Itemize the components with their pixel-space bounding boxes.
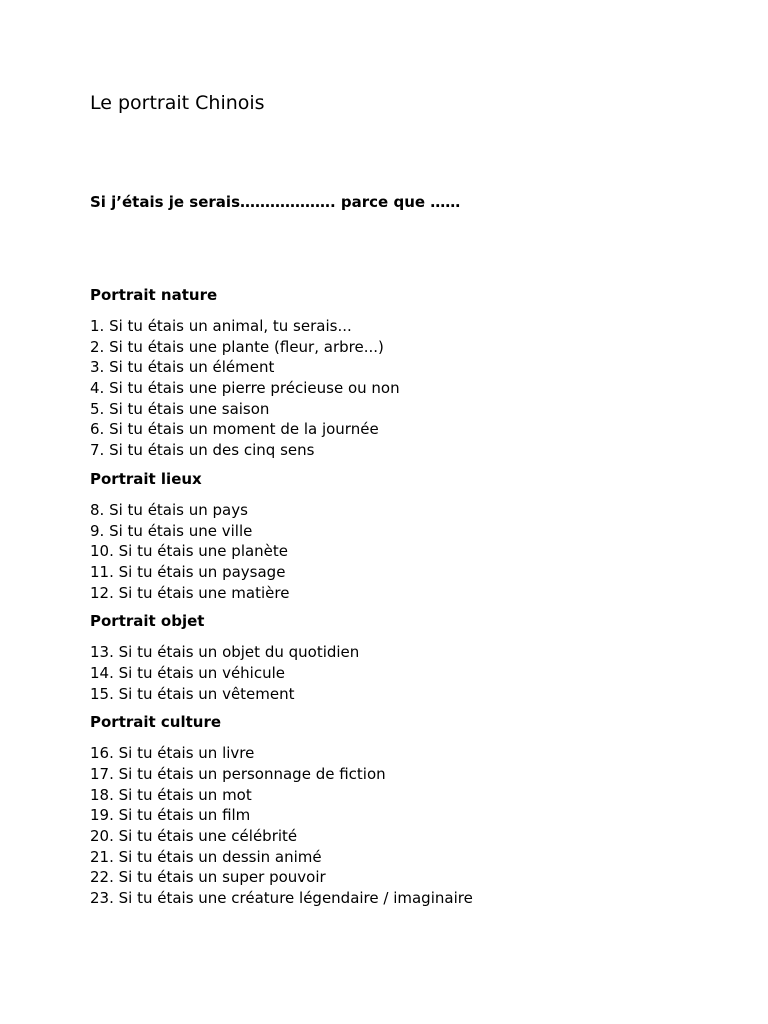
question-item: 1. Si tu étais un animal, tu serais... bbox=[90, 317, 352, 335]
question-item: 7. Si tu étais un des cinq sens bbox=[90, 441, 315, 460]
question-item: 21. Si tu étais un dessin animé bbox=[90, 847, 322, 866]
question-item: 22. Si tu étais un super pouvoir bbox=[90, 868, 326, 887]
question-item: 9. Si tu étais une ville bbox=[90, 521, 253, 540]
question-item: 16. Si tu étais un livre bbox=[90, 744, 255, 763]
section-heading: Portrait lieux bbox=[90, 469, 202, 488]
section-culture bbox=[90, 712, 730, 909]
question-item: 20. Si tu étais une célébrité bbox=[90, 827, 298, 846]
document-title: Le portrait Chinois bbox=[90, 92, 265, 114]
section-lieux bbox=[90, 469, 730, 603]
question-list bbox=[90, 316, 730, 461]
question-item: 2. Si tu étais une plante (fleur, arbre...) bbox=[90, 337, 384, 356]
question-item: 13. Si tu étais un objet du quotidien bbox=[90, 643, 360, 662]
question-item: 12. Si tu étais une matière bbox=[90, 583, 290, 602]
section-heading: Portrait objet bbox=[90, 612, 205, 631]
section-objet bbox=[90, 611, 730, 704]
section-heading: Portrait nature bbox=[90, 286, 218, 304]
question-item: 19. Si tu étais un film bbox=[90, 806, 251, 825]
question-item: 11. Si tu étais un paysage bbox=[90, 562, 286, 581]
question-list bbox=[90, 743, 730, 909]
question-item: 15. Si tu étais un vêtement bbox=[90, 684, 295, 703]
question-item: 8. Si tu étais un pays bbox=[90, 500, 248, 519]
portrait-sections bbox=[90, 285, 730, 917]
question-item: 14. Si tu étais un véhicule bbox=[90, 663, 285, 682]
question-item: 4. Si tu étais une pierre précieuse ou non bbox=[90, 379, 400, 398]
question-item: 6. Si tu étais un moment de la journée bbox=[90, 420, 379, 439]
question-item: 3. Si tu étais un élément bbox=[90, 358, 275, 377]
section-nature bbox=[90, 285, 730, 461]
section-heading: Portrait culture bbox=[90, 713, 222, 732]
question-item: 5. Si tu étais une saison bbox=[90, 399, 270, 418]
question-item: 10. Si tu étais une planète bbox=[90, 542, 289, 561]
question-item: 18. Si tu étais un mot bbox=[90, 785, 252, 804]
question-item: 17. Si tu étais un personnage de fiction bbox=[90, 765, 386, 783]
question-list bbox=[90, 500, 730, 603]
question-list bbox=[90, 642, 730, 704]
sentence-prompt: Si j’étais je serais………………. parce que …… bbox=[90, 193, 461, 211]
question-item: 23. Si tu étais une créature légendaire / imaginaire bbox=[90, 889, 473, 908]
